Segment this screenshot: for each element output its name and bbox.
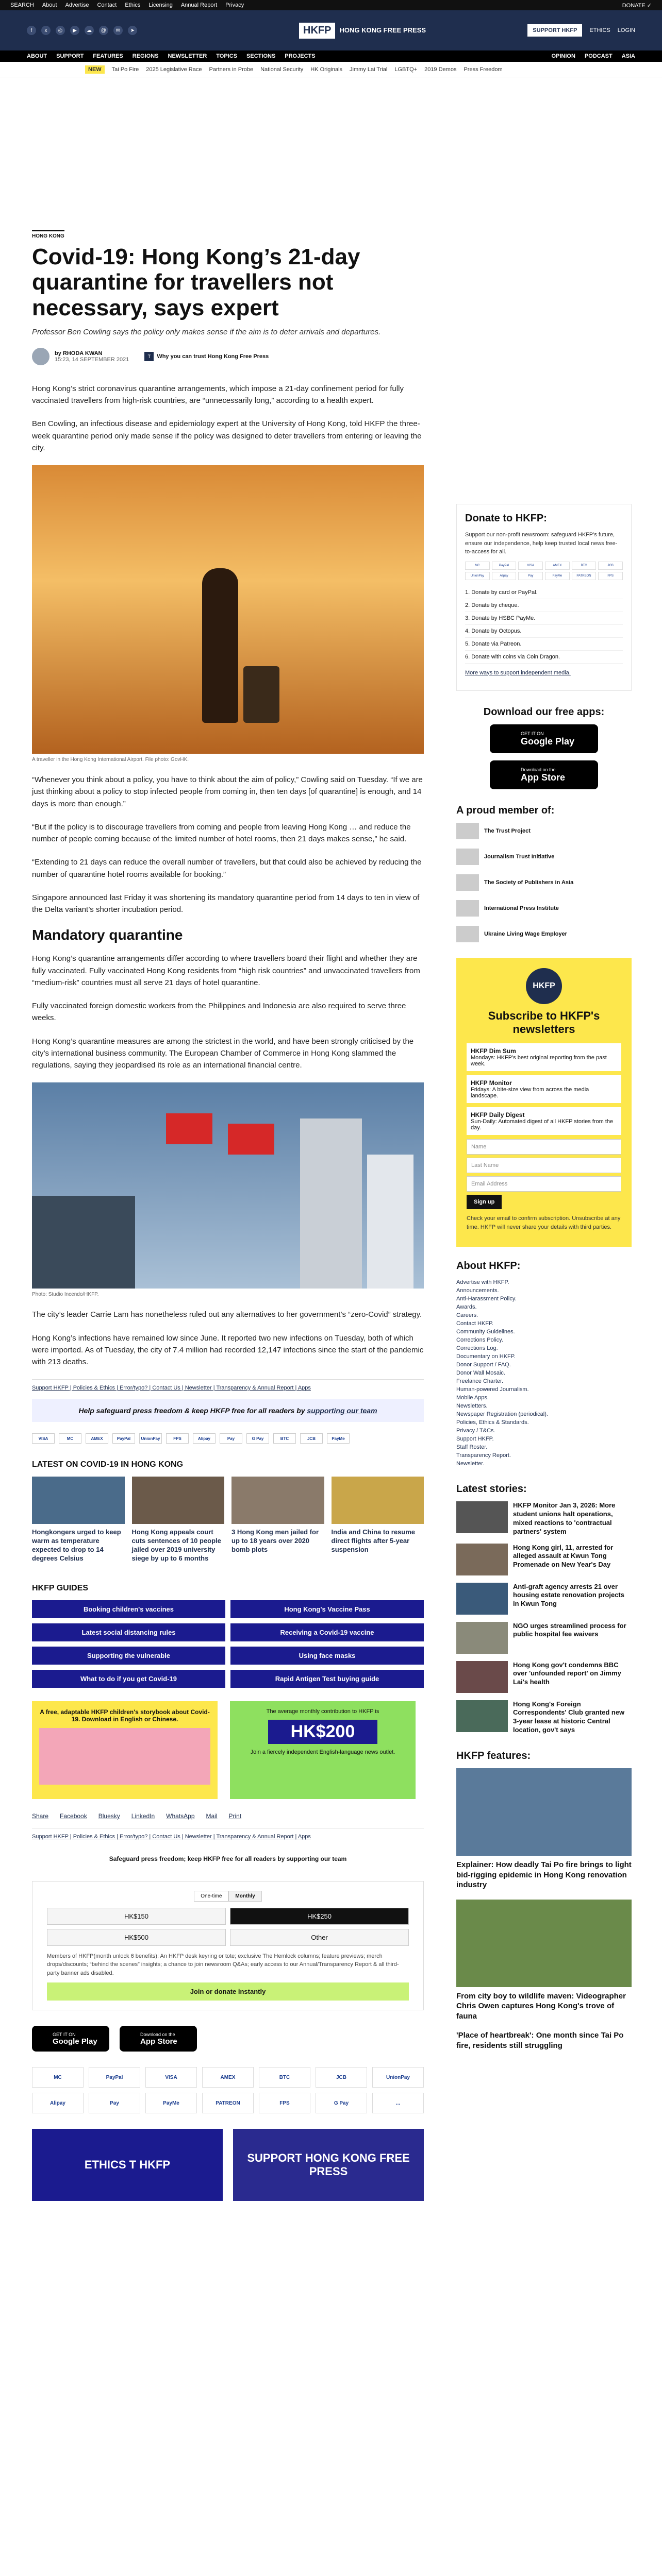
nav-item[interactable]: REGIONS	[132, 53, 159, 59]
byline	[32, 348, 424, 365]
donate-box	[32, 1881, 424, 2011]
building-shape	[32, 1196, 135, 1289]
google-play-badge[interactable]	[490, 724, 598, 753]
related-title[interactable]: Hongkongers urged to keep warm as temperature expected to drop to 14 degrees Celsius	[32, 1528, 121, 1562]
badge-big: Google Play	[521, 736, 575, 747]
paragraph: Fully vaccinated foreign domestic workers from the Philippines and Indonesia are also required to serve three weeks.	[32, 1002, 406, 1023]
support-banner[interactable]	[32, 1399, 424, 1422]
member-heading: A proud member of:	[456, 805, 555, 816]
promo-ads	[32, 1701, 424, 1799]
share-facebook[interactable]: Facebook	[60, 1812, 87, 1820]
mail-icon[interactable]: ✉	[113, 26, 123, 35]
newsletter-option[interactable]	[467, 1075, 621, 1103]
guide-button[interactable]: What to do if you get Covid-19	[32, 1670, 225, 1688]
trending-link[interactable]: Jimmy Lai Trial	[350, 66, 388, 73]
share-print[interactable]: Print	[228, 1812, 242, 1820]
ipi-icon	[456, 900, 479, 917]
payment-logos-small	[465, 562, 623, 580]
fps-icon: FPS	[259, 2093, 310, 2113]
about-link[interactable]: Corrections Log.	[456, 1345, 498, 1351]
story-title[interactable]: Hong Kong girl, 11, arrested for alleged assault at Kwun Tong Promenade on New Year's Day	[513, 1543, 614, 1569]
newsletter-name: HKFP Daily Digest	[471, 1111, 525, 1118]
member-name: International Press Institute	[484, 905, 559, 911]
feature-image	[456, 1900, 632, 1987]
guide-button[interactable]: Booking children's vaccines	[32, 1600, 225, 1618]
donate-more-text[interactable]: More ways to support independent media.	[465, 669, 571, 676]
share-bar	[32, 1812, 424, 1820]
payment-logos	[32, 1433, 424, 1444]
payme-icon: PayMe	[145, 2093, 197, 2113]
photo-caption: A traveller in the Hong Kong International Airport. File photo: GovHK.	[32, 757, 189, 763]
paragraph: Hong Kong’s quarantine arrangements differ according to where travellers board their flight and whether they are fully vaccinated. Fully vaccinated Hong Kong residents from “high risk countries” and unvaccinated travellers from “medium-risk” countries must all serve 21 days of hotel quarantine.	[32, 954, 420, 987]
contribution-amount: HK$200	[268, 1720, 377, 1744]
nav-item[interactable]: ABOUT	[27, 53, 47, 59]
donate-widget	[456, 504, 632, 691]
monthly-option[interactable]: Monthly	[228, 1891, 261, 1902]
unionpay-icon: UnionPay	[372, 2067, 424, 2088]
trust-link[interactable]	[144, 352, 269, 361]
sidebar	[456, 504, 632, 2060]
features-heading: HKFP features:	[456, 1750, 531, 1762]
support-link[interactable]: supporting our team	[307, 1406, 377, 1415]
story-item[interactable]	[456, 1700, 632, 1735]
related-image	[32, 1477, 125, 1524]
about-link[interactable]: Anti-Harassment Policy.	[456, 1296, 517, 1302]
publish-date: 15:23, 14 SEPTEMBER 2021	[55, 356, 129, 363]
related-cards	[32, 1477, 424, 1563]
story-title[interactable]: Hong Kong gov't condemns BBC over 'unfounded report' on Jimmy Lai's health	[513, 1660, 621, 1686]
related-image	[132, 1477, 225, 1524]
app-store-badge[interactable]	[120, 2026, 197, 2052]
newsletter-heading: Subscribe to HKFP's newsletters	[488, 1009, 600, 1036]
amount-option[interactable]: HK$150	[47, 1908, 226, 1925]
about-link[interactable]: Announcements.	[456, 1287, 499, 1294]
trending-link[interactable]: National Security	[260, 66, 304, 73]
share-label: Share	[32, 1812, 49, 1820]
byline-text	[55, 350, 129, 363]
newsletter-name: HKFP Monitor	[471, 1079, 512, 1087]
support-promo[interactable]: SUPPORT HONG KONG FREE PRESS	[233, 2129, 424, 2201]
amount-option[interactable]: HK$500	[47, 1929, 226, 1946]
trust-text: Why you can trust Hong Kong Free Press	[157, 353, 269, 360]
trending-link[interactable]: LGBTQ+	[394, 66, 418, 73]
email-field[interactable]: Email Address	[467, 1176, 621, 1192]
newsletter-widget	[456, 958, 632, 1247]
contribution-bottom: Join a fiercely independent English-language news outlet.	[250, 1749, 395, 1755]
ethics-promo[interactable]: ETHICS T HKFP	[32, 2129, 223, 2201]
payme-icon: PayMe	[545, 572, 570, 580]
donate-more-link[interactable]	[465, 669, 623, 677]
nav-item[interactable]: PODCAST	[584, 53, 613, 59]
alipay-icon: Alipay	[492, 572, 517, 580]
site-logo[interactable]	[299, 23, 426, 39]
building-shape	[300, 1118, 362, 1289]
app-store-badge[interactable]	[490, 760, 598, 789]
donate-link[interactable]: DONATE ✓	[622, 2, 652, 9]
footer-links[interactable]: Support HKFP | Policies & Ethics | Error/typo? | Contact Us | Newsletter | Transparency & Annual Report | Apps	[32, 1379, 424, 1391]
alipay-icon: Alipay	[193, 1433, 216, 1444]
story-item[interactable]	[456, 1622, 632, 1654]
newsletter-note: Check your email to confirm subscription. Unsubscribe at any time. HKFP will never share your details with third parties.	[467, 1215, 621, 1230]
member-name: The Trust Project	[484, 828, 531, 834]
article-photo-traveller	[32, 465, 424, 754]
frequency-toggle	[47, 1891, 409, 1902]
amount-option[interactable]: Other	[230, 1929, 409, 1946]
feature-title[interactable]: 'Place of heartbreak': One month since Tai Po fire, residents still struggling	[456, 2031, 624, 2050]
about-link[interactable]: Advertise with HKFP.	[456, 1279, 509, 1285]
bitcoin-icon: BTC	[273, 1433, 296, 1444]
story-image	[456, 1622, 508, 1654]
about-link[interactable]: Newspaper Registration (periodical).	[456, 1411, 548, 1417]
paragraph: “Whenever you think about a policy, you have to think about the aim of policy,” Cowling said on Tuesday. “If we are just thinking about a policy to stop infected people from coming in, then ten days [of quarantine] is enough, and 14 days is more than enough.”	[32, 775, 423, 808]
signup-button[interactable]: Sign up	[467, 1195, 502, 1209]
paragraph: Singapore announced last Friday it was shortening its mandatory quarantine period from 14 days to ten in view of the Delta variant’s shorter incubation period.	[32, 893, 420, 914]
contribution-ad[interactable]	[230, 1701, 416, 1799]
contribution-top: The average monthly contribution to HKFP is	[266, 1708, 379, 1715]
share-whatsapp[interactable]: WhatsApp	[166, 1812, 195, 1820]
support-text: Help safeguard press freedom & keep HKFP free for all readers by	[78, 1406, 307, 1415]
amount-option-selected[interactable]: HK$250	[230, 1908, 409, 1925]
flag-shape	[228, 1124, 274, 1155]
guide-button[interactable]: Receiving a Covid-19 vaccine	[230, 1623, 424, 1641]
telegram-icon[interactable]: ➤	[128, 26, 137, 35]
top-link[interactable]: Annual Report	[180, 2, 218, 8]
onetime-option[interactable]: One-time	[194, 1891, 228, 1902]
jcb-icon: JCB	[316, 2067, 367, 2088]
about-link[interactable]: Contact HKFP.	[456, 1320, 493, 1327]
about-link[interactable]: Careers.	[456, 1312, 478, 1318]
guides-grid	[32, 1600, 424, 1688]
amex-icon: AMEX	[545, 562, 570, 570]
top-link[interactable]: Advertise	[65, 2, 89, 8]
story-title[interactable]: Hong Kong's Foreign Correspondents' Club granted new 3-year lease at historic Central location, gov't says	[513, 1700, 625, 1734]
share-linkedin[interactable]: LinkedIn	[131, 1812, 155, 1820]
nav-item[interactable]: SECTIONS	[246, 53, 276, 59]
amex-icon: AMEX	[202, 2067, 254, 2088]
applepay-icon: Pay	[518, 572, 543, 580]
trending-link[interactable]: 2019 Demos	[424, 66, 457, 73]
join-button[interactable]: Join or donate instantly	[47, 1982, 409, 2001]
google-play-badge[interactable]	[32, 2026, 109, 2052]
newsletter-logo: HKFP	[526, 968, 562, 1004]
googlepay-icon: G Pay	[246, 1433, 269, 1444]
nav-item[interactable]: TOPICS	[216, 53, 238, 59]
instagram-icon[interactable]: ◎	[56, 26, 65, 35]
about-link[interactable]: Corrections Policy.	[456, 1337, 503, 1343]
trust-project-icon	[456, 823, 479, 839]
feature-image	[456, 1768, 632, 1856]
feature-title[interactable]: From city boy to wildlife maven: Videographer Chris Owen captures Hong Kong's trove of fauna	[456, 1991, 626, 2021]
applepay-icon: Pay	[220, 1433, 242, 1444]
paragraph: “Extending to 21 days can reduce the overall number of travellers, but that could also be achieved by reducing the number of quarantine hotel rooms available for booking.”	[32, 858, 422, 879]
paragraph: Ben Cowling, an infectious disease and epidemiology expert at the University of Hong Kong, told HKFP the three-week quarantine period only made sense if the policy was designed to deter travellers from entering or leaving the city.	[32, 419, 422, 452]
related-card[interactable]	[231, 1477, 324, 1563]
member-logo[interactable]	[456, 900, 632, 917]
nav-item[interactable]: NEWSLETTER	[168, 53, 207, 59]
story-title[interactable]: Anti-graft agency arrests 21 over housing estate renovation projects in Kwun Tong	[513, 1582, 624, 1608]
member-name: The Society of Publishers in Asia	[484, 879, 574, 886]
apps-heading: Download our free apps:	[483, 706, 605, 718]
feature-title[interactable]: Explainer: How deadly Tai Po fire brings to light bid-rigging epidemic in Hong Kong renovation industry	[456, 1860, 632, 1890]
about-link[interactable]: Staff Roster.	[456, 1444, 488, 1450]
photo-caption: Photo: Studio Incendo/HKFP.	[32, 1292, 99, 1298]
googlepay-icon: G Pay	[316, 2093, 367, 2113]
badge-small: Download on the	[140, 2031, 175, 2037]
paragraph: “But if the policy is to discourage travellers from coming and people from leaving Hong Kong … and reduce the number of people coming because of the limited number of hotel rooms, then 21 days makes sense,” he said.	[32, 822, 411, 844]
top-link[interactable]: Contact	[97, 2, 117, 8]
author-avatar	[32, 348, 49, 365]
member-logo[interactable]	[456, 849, 632, 865]
applepay-icon: Pay	[89, 2093, 140, 2113]
about-link[interactable]: Policies, Ethics & Standards.	[456, 1419, 529, 1426]
guide-button[interactable]: Rapid Antigen Test buying guide	[230, 1670, 424, 1688]
payment-logos-large	[32, 2067, 424, 2113]
related-card[interactable]	[32, 1477, 125, 1563]
member-name: Ukraine Living Wage Employer	[484, 931, 567, 937]
alipay-icon: Alipay	[32, 2093, 84, 2113]
nav-item[interactable]: SUPPORT	[56, 53, 84, 59]
patreon-icon: PATREON	[202, 2093, 254, 2113]
story-item[interactable]	[456, 1501, 632, 1536]
support-banner[interactable]: Safeguard press freedom; keep HKFP free for all readers by supporting our team	[32, 1848, 424, 1870]
trending-link[interactable]: 2025 Legislative Race	[146, 66, 202, 73]
unionpay-icon: UnionPay	[139, 1433, 162, 1444]
badge-big: App Store	[521, 772, 566, 783]
first-name-field[interactable]: Name	[467, 1139, 621, 1155]
storybook-ad[interactable]	[32, 1701, 218, 1799]
trending-link[interactable]: Partners in Probe	[209, 66, 254, 73]
share-mail[interactable]: Mail	[206, 1812, 218, 1820]
flag-shape	[166, 1113, 212, 1144]
guide-button[interactable]: Supporting the vulnerable	[32, 1647, 225, 1665]
subheading: Mandatory quarantine	[32, 927, 183, 943]
amex-icon: AMEX	[86, 1433, 108, 1444]
top-bar	[0, 0, 662, 10]
fps-icon: FPS	[166, 1433, 189, 1444]
facebook-icon[interactable]: f	[27, 26, 36, 35]
newsletter-option[interactable]	[467, 1107, 621, 1135]
newsletter-desc: Mondays: HKFP's best original reporting from the past week.	[471, 1055, 607, 1067]
more-icon: ...	[372, 2093, 424, 2113]
ethics-link[interactable]: ETHICS	[589, 27, 610, 33]
bitcoin-icon: BTC	[572, 562, 597, 570]
about-link[interactable]: Support HKFP.	[456, 1436, 494, 1442]
donate-method[interactable]: 2. Donate by cheque.	[465, 599, 623, 612]
newsletter-option[interactable]	[467, 1043, 621, 1071]
mastercard-icon: MC	[32, 2067, 84, 2088]
paypal-icon: PayPal	[89, 2067, 140, 2088]
main-nav	[0, 50, 662, 62]
related-image	[231, 1477, 324, 1524]
donate-methods	[465, 586, 623, 664]
logo-box: HKFP	[299, 23, 335, 39]
about-link[interactable]: Transparency Report.	[456, 1452, 511, 1459]
about-link[interactable]: Donor Wall Mosaic.	[456, 1370, 505, 1376]
bluesky-icon[interactable]: ☁	[85, 26, 94, 35]
living-wage-icon	[456, 926, 479, 942]
donate-method[interactable]: 4. Donate by Octopus.	[465, 625, 623, 638]
badge-small: Download on the	[521, 767, 556, 772]
story-item[interactable]	[456, 1583, 632, 1615]
trust-icon: T	[144, 352, 154, 361]
paypal-icon: PayPal	[112, 1433, 135, 1444]
member-logo[interactable]	[456, 926, 632, 942]
jcb-icon: JCB	[598, 562, 623, 570]
youtube-icon[interactable]: ▶	[70, 26, 79, 35]
threads-icon[interactable]: @	[99, 26, 108, 35]
storybook-text: A free, adaptable HKFP children's storybook about Covid-19. Download in English or Chinese.	[40, 1708, 210, 1723]
feature-item[interactable]	[456, 1768, 632, 1890]
badge-big: Google Play	[53, 2037, 97, 2046]
app-badges	[32, 2026, 424, 2052]
about-link[interactable]: Donor Support / FAQ.	[456, 1362, 511, 1368]
feature-item[interactable]	[456, 1900, 632, 2022]
story-image	[456, 1544, 508, 1575]
mastercard-icon: MC	[59, 1433, 81, 1444]
guide-button[interactable]: Using face masks	[230, 1647, 424, 1665]
author-name[interactable]: by RHODA KWAN	[55, 350, 103, 357]
jcb-icon: JCB	[300, 1433, 323, 1444]
unionpay-icon: UnionPay	[465, 572, 490, 580]
visa-icon: VISA	[32, 1433, 55, 1444]
story-item[interactable]	[456, 1544, 632, 1575]
related-title[interactable]: Hong Kong appeals court cuts sentences of 10 people jailed over 2019 university siege by up to 6 months	[131, 1528, 221, 1562]
about-links	[456, 1278, 632, 1468]
section-label[interactable]: HONG KONG	[32, 230, 64, 239]
related-card[interactable]	[132, 1477, 225, 1563]
related-title[interactable]: India and China to resume direct flights after 5-year suspension	[331, 1528, 416, 1554]
newsletter-name: HKFP Dim Sum	[471, 1047, 516, 1055]
story-image	[456, 1661, 508, 1693]
nav-item[interactable]: PROJECTS	[285, 53, 316, 59]
member-logo[interactable]	[456, 823, 632, 839]
site-header	[0, 10, 662, 50]
paypal-icon: PayPal	[492, 562, 517, 570]
logo-text: HONG KONG FREE PRESS	[339, 26, 426, 34]
bitcoin-icon: BTC	[259, 2067, 310, 2088]
nav-item[interactable]: OPINION	[551, 53, 575, 59]
last-name-field[interactable]: Last Name	[467, 1158, 621, 1173]
about-link[interactable]: Community Guidelines.	[456, 1329, 515, 1335]
related-image	[332, 1477, 424, 1524]
badge-big: App Store	[140, 2037, 177, 2046]
badge-small: GET IT ON	[521, 731, 544, 736]
visa-icon: VISA	[145, 2067, 197, 2088]
share-bluesky[interactable]: Bluesky	[98, 1812, 120, 1820]
new-label: NEW	[85, 65, 105, 74]
paragraph: Hong Kong’s infections have remained low since June. It reported two new infections on Tuesday, both of which were imported. As of Tuesday, the city of 7.4 million had recorded 12,147 infections since the start of the pandemic with 213 deaths.	[32, 1333, 424, 1367]
related-title[interactable]: 3 Hong Kong men jailed for up to 18 years over 2020 bomb plots	[231, 1528, 319, 1554]
story-image	[456, 1700, 508, 1732]
social-icons	[27, 26, 137, 35]
related-card[interactable]	[332, 1477, 424, 1563]
suitcase-shape	[243, 666, 279, 723]
about-link[interactable]: Privacy / T&Cs.	[456, 1428, 495, 1434]
feature-item[interactable]	[456, 2030, 632, 2050]
nav-item[interactable]: ASIA	[621, 53, 635, 59]
newsletter-desc: Sun-Daily: Automated digest of all HKFP stories from the day.	[471, 1118, 614, 1131]
story-item[interactable]	[456, 1661, 632, 1693]
related-heading: LATEST ON COVID-19 IN HONG KONG	[32, 1460, 184, 1469]
member-name: Journalism Trust Initiative	[484, 854, 555, 860]
donate-text: Support our non-profit newsroom: safeguard HKFP's future, ensure our independence, help keep trusted local news free-to-access for all.	[465, 532, 618, 555]
building-shape	[367, 1155, 413, 1289]
search-link[interactable]: SEARCH	[10, 2, 34, 8]
x-icon[interactable]: x	[41, 26, 51, 35]
article-title: Covid-19: Hong Kong’s 21-day quarantine for travellers not necessary, says expert	[32, 244, 360, 320]
amount-options	[47, 1908, 409, 1946]
about-link[interactable]: Mobile Apps.	[456, 1395, 489, 1401]
trending-link[interactable]: Press Freedom	[464, 66, 503, 73]
about-link[interactable]: Newsletter.	[456, 1461, 485, 1467]
guides-heading: HKFP GUIDES	[32, 1583, 89, 1592]
top-link[interactable]: Licensing	[148, 2, 173, 8]
paragraph: The city’s leader Carrie Lam has nonetheless ruled out any alternatives to her government’s “zero-Covid” strategy.	[32, 1310, 422, 1319]
article-photo-flags	[32, 1082, 424, 1289]
badge-small: GET IT ON	[53, 2031, 76, 2037]
donate-method[interactable]: 6. Donate with coins via Coin Dragon.	[465, 651, 623, 664]
about-link[interactable]: Awards.	[456, 1304, 477, 1310]
visa-icon: VISA	[518, 562, 543, 570]
top-link[interactable]: Privacy	[225, 2, 244, 8]
bottom-promos	[32, 2129, 424, 2201]
paragraph: Hong Kong’s strict coronavirus quarantine arrangements, which impose a 21-day confinement period for fully vaccinated travellers from high-risk countries, are “unnecessarily long,” according to a health expert.	[32, 384, 404, 405]
about-link[interactable]: Freelance Charter.	[456, 1378, 504, 1384]
story-image	[456, 1583, 508, 1615]
standfirst: Professor Ben Cowling says the policy only makes sense if the aim is to deter arrivals and departures.	[32, 327, 381, 336]
trending-link[interactable]: HK Originals	[310, 66, 343, 73]
top-link[interactable]: About	[42, 2, 57, 8]
donate-heading: Donate to HKFP:	[465, 513, 547, 524]
story-title[interactable]: HKFP Monitor Jan 3, 2026: More student unions halt operations, mixed reactions to 'contractual partners' system	[513, 1501, 616, 1535]
payme-icon: PayMe	[327, 1433, 350, 1444]
about-link[interactable]: Documentary on HKFP.	[456, 1353, 516, 1360]
guide-button[interactable]: Latest social distancing rules	[32, 1623, 225, 1641]
storybook-image	[39, 1728, 210, 1785]
login-link[interactable]: LOGIN	[617, 27, 635, 33]
about-link[interactable]: Newsletters.	[456, 1403, 488, 1409]
trending-bar	[0, 62, 662, 77]
member-benefits: Members of HKFP(month unlock 6 benefits): An HKFP desk keyring or tote; exclusive The Hemlock columns; feature previews; merch drops/discounts; “behind the scenes” insights; a chance to join newsroom Q&As; early access to our Annual/Transparency Report & all third-party banner ads disabled.	[47, 1953, 399, 1976]
patreon-icon: PATREON	[572, 572, 597, 580]
newsletter-desc: Fridays: A bite-size view from across the media landscape.	[471, 1087, 589, 1099]
donate-method[interactable]: 5. Donate via Patreon.	[465, 638, 623, 651]
top-link[interactable]: Ethics	[125, 2, 141, 8]
footer-links[interactable]: Support HKFP | Policies & Ethics | Error/typo? | Contact Us | Newsletter | Transparency & Annual Report | Apps	[32, 1828, 424, 1840]
trending-link[interactable]: Tai Po Fire	[111, 66, 139, 73]
traveller-silhouette	[202, 568, 238, 723]
nav-item[interactable]: FEATURES	[93, 53, 123, 59]
article	[32, 230, 424, 2201]
sopa-icon	[456, 874, 479, 891]
donate-method[interactable]: 1. Donate by card or PayPal.	[465, 586, 623, 599]
mastercard-icon: MC	[465, 562, 490, 570]
about-link[interactable]: Human-powered Journalism.	[456, 1386, 529, 1393]
story-image	[456, 1501, 508, 1533]
paragraph: Hong Kong’s quarantine measures are among the strictest in the world, and have been strongly criticised by the city’s international business community. The European Chamber of Commerce in Hong Kong slammed the regulations, saying they jeopardised its role as an international financial centre.	[32, 1037, 414, 1070]
donate-method[interactable]: 3. Donate by HSBC PayMe.	[465, 612, 623, 625]
guide-button[interactable]: Hong Kong's Vaccine Pass	[230, 1600, 424, 1618]
support-button[interactable]: SUPPORT HKFP	[527, 24, 582, 37]
jti-icon	[456, 849, 479, 865]
story-title[interactable]: NGO urges streamlined process for public hospital fee waivers	[513, 1621, 626, 1638]
fps-icon: FPS	[598, 572, 623, 580]
about-heading: About HKFP:	[456, 1260, 521, 1272]
member-logo[interactable]	[456, 874, 632, 891]
stories-heading: Latest stories:	[456, 1483, 527, 1495]
